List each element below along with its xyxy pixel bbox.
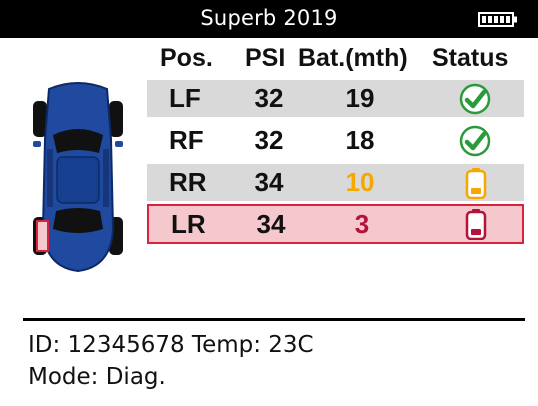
sensor-info-line: ID: 12345678 Temp: 23C bbox=[28, 332, 314, 358]
column-header-status: Status bbox=[432, 44, 509, 72]
battery-critical-icon bbox=[465, 208, 487, 240]
table-row bbox=[147, 122, 524, 159]
tire-position: LR bbox=[171, 209, 206, 239]
check-circle-icon bbox=[459, 83, 491, 115]
tire-position: LF bbox=[169, 83, 201, 113]
sensor-battery-months: 3 bbox=[354, 209, 370, 239]
battery-full-icon bbox=[478, 12, 518, 27]
divider bbox=[23, 318, 525, 321]
lr-wheel-alert-marker bbox=[37, 221, 48, 251]
sensor-battery-months: 10 bbox=[345, 167, 375, 197]
tire-pressure: 34 bbox=[254, 167, 284, 197]
battery-low-icon bbox=[465, 167, 487, 199]
title-bar bbox=[0, 0, 538, 38]
mode-info-line: Mode: Diag. bbox=[28, 364, 166, 390]
car-top-view-icon bbox=[27, 79, 129, 275]
tire-position: RF bbox=[169, 125, 204, 155]
table-row bbox=[147, 204, 524, 244]
vehicle-title: Superb 2019 bbox=[200, 6, 338, 30]
column-header-battery: Bat.(mth) bbox=[298, 44, 408, 72]
table-row bbox=[147, 80, 524, 117]
sensor-battery-months: 18 bbox=[345, 125, 375, 155]
check-circle-icon bbox=[459, 125, 491, 157]
tire-position: RR bbox=[169, 167, 207, 197]
tire-pressure: 32 bbox=[254, 125, 284, 155]
column-header-pos: Pos. bbox=[160, 44, 213, 72]
tire-pressure: 34 bbox=[256, 209, 286, 239]
tire-pressure: 32 bbox=[254, 83, 284, 113]
table-row bbox=[147, 164, 524, 201]
sensor-battery-months: 19 bbox=[345, 83, 375, 113]
column-header-psi: PSI bbox=[245, 44, 286, 72]
